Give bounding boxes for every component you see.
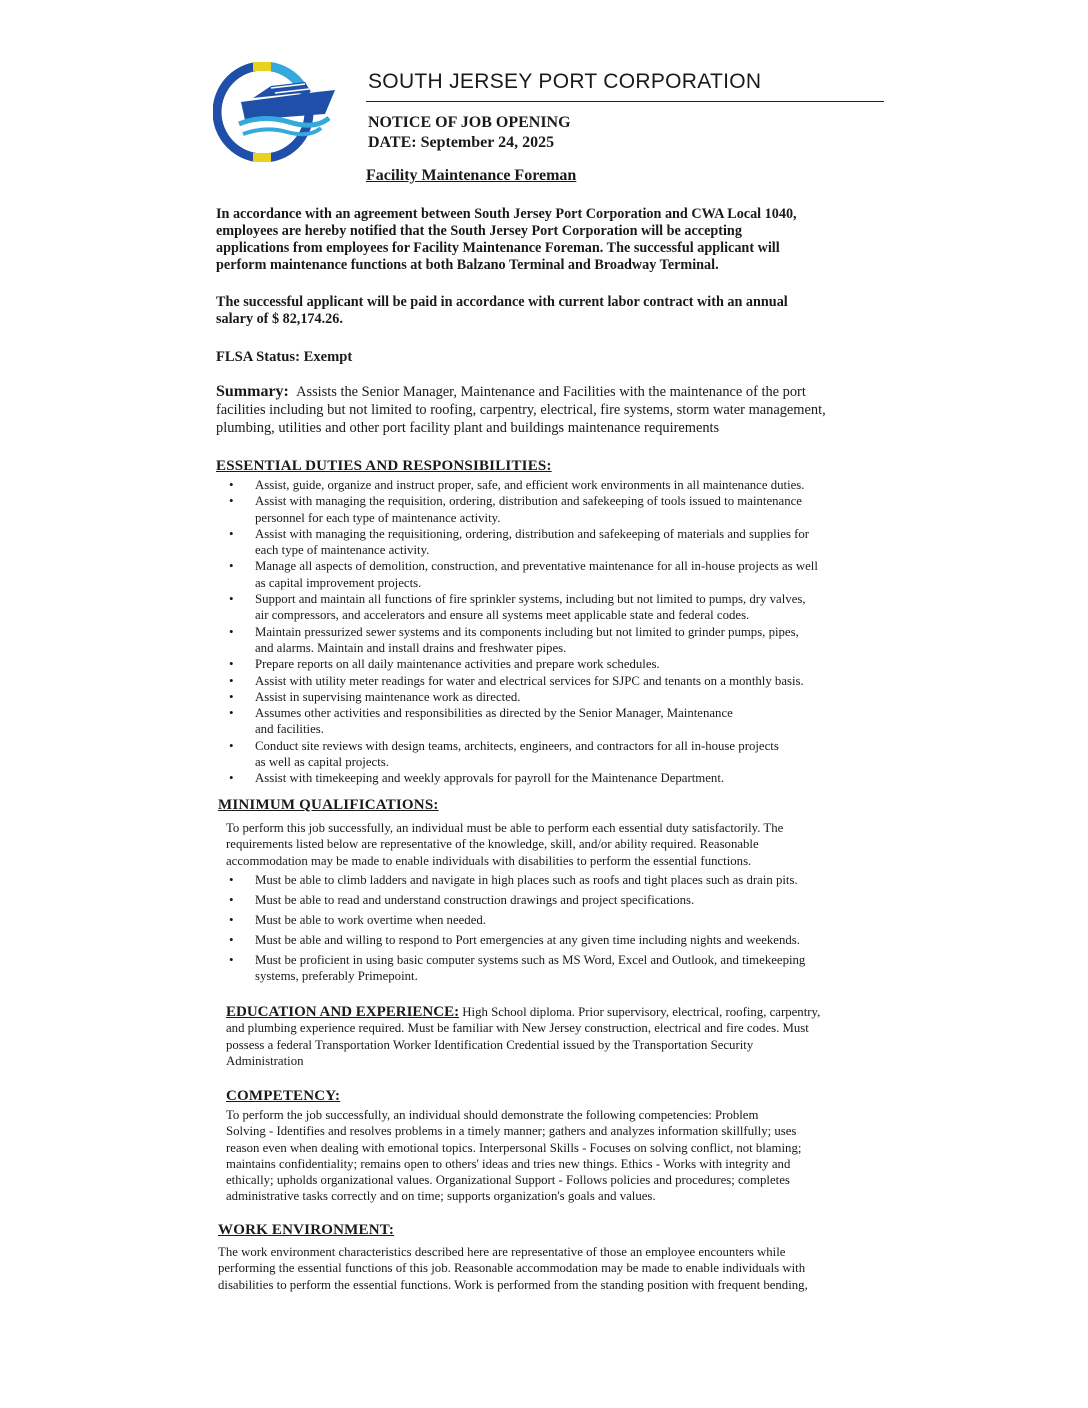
list-item: • Assist with managing the requisition, ordering, distribution and safekeeping of tools issued to maintenance personnel for each type of maintenance activity.	[226, 493, 818, 526]
education-paragraph	[226, 1004, 820, 1069]
list-item: • Conduct site reviews with design teams, architects, engineers, and contractors for all in-house projects as well as capital projects.	[226, 738, 818, 771]
paragraph-line: ethically; upholds organizational values. Organizational Support - Follows policies and procedures; completes	[226, 1173, 790, 1188]
work-environment-heading: WORK ENVIRONMENT:	[218, 1222, 395, 1238]
organization-name: SOUTH JERSEY PORT CORPORATION	[368, 70, 762, 93]
list-item: • Assist with utility meter readings for water and electrical services for SJPC and tenants on a monthly basis.	[226, 673, 818, 689]
list-item: • Assist, guide, organize and instruct proper, safe, and efficient work environments in all maintenance duties.	[226, 477, 818, 493]
summary-label: Summary:	[216, 383, 289, 400]
paragraph-line: To perform this job successfully, an individual must be able to perform each essential duty satisfactorily. The	[226, 821, 784, 835]
paragraph-line: facilities including but not limited to roofing, carpentry, electrical, fire systems, storm water management,	[216, 402, 826, 418]
paragraph-line: employees are hereby notified that the South Jersey Port Corporation will be accepting	[216, 223, 742, 239]
summary-paragraph	[216, 383, 826, 437]
competency-heading: COMPETENCY:	[226, 1088, 341, 1104]
paragraph-line: To perform the job successfully, an individual should demonstrate the following competencies: Problem	[226, 1108, 759, 1122]
paragraph-line: performing the essential functions of this job. Reasonable accommodation may be made to enable individuals with	[218, 1261, 806, 1276]
ship-logo-icon	[213, 62, 343, 162]
notice-heading: NOTICE OF JOB OPENING	[368, 114, 571, 131]
qualifications-intro	[226, 820, 783, 869]
education-heading: EDUCATION AND EXPERIENCE:	[226, 1004, 460, 1020]
qualifications-list	[226, 872, 805, 988]
paragraph-line: High School diploma. Prior supervisory, electrical, roofing, carpentry,	[462, 1005, 821, 1019]
paragraph-line: possess a federal Transportation Worker Identification Credential issued by the Transportation Security	[226, 1037, 754, 1052]
paragraph-line: disabilities to perform the essential functions. Work is performed from the standing position with frequent bending,	[218, 1277, 808, 1292]
work-environment-paragraph	[218, 1244, 808, 1293]
paragraph-line: In accordance with an agreement between South Jersey Port Corporation and CWA Local 1040,	[216, 206, 797, 222]
flsa-status: FLSA Status: Exempt	[216, 349, 353, 365]
paragraph-line: Solving - Identifies and resolves problems in a timely manner; gathers and analyzes information skillfully; uses	[226, 1124, 797, 1139]
list-item: • Assist in supervising maintenance work as directed.	[226, 689, 818, 705]
paragraph-line: applications from employees for Facility Maintenance Foreman. The successful applicant will	[216, 240, 780, 256]
list-item: • Assumes other activities and responsibilities as directed by the Senior Manager, Maintenance and facilities.	[226, 705, 818, 738]
duties-list	[226, 477, 818, 787]
paragraph-line: plumbing, utilities and other port facility plant and buildings maintenance requirements	[216, 420, 720, 436]
list-item: • Support and maintain all functions of fire sprinkler systems, including but not limited to pumps, dry valves, air compressors, and accelerators and ensure all systems meet applicable state and federal codes.	[226, 591, 818, 624]
paragraph-line: administrative tasks correctly and on time; supports organization's goals and values.	[226, 1189, 656, 1204]
notice-date: DATE: September 24, 2025	[368, 134, 555, 151]
paragraph-line: The successful applicant will be paid in accordance with current labor contract with an annual	[216, 294, 788, 310]
paragraph-line: requirements listed below are representative of the knowledge, skill, and/or ability required. Reasonable	[226, 837, 759, 852]
paragraph-line: maintains confidentiality; remains open to others' ideas and tries new things. Ethics - Works with integrity and	[226, 1156, 791, 1171]
list-item: • Assist with timekeeping and weekly approvals for payroll for the Maintenance Department.	[226, 770, 818, 786]
paragraph-line: perform maintenance functions at both Balzano Terminal and Broadway Terminal.	[216, 257, 719, 273]
job-title: Facility Maintenance Foreman	[366, 167, 577, 184]
duties-heading: ESSENTIAL DUTIES AND RESPONSIBILITIES:	[216, 458, 552, 474]
list-item: • Must be proficient in using basic computer systems such as MS Word, Excel and Outlook, and timekeeping systems, preferably Primepoint.	[226, 952, 805, 984]
paragraph-line: accommodation may be made to enable individuals with disabilities to perform the essential functions.	[226, 853, 752, 868]
competency-paragraph	[226, 1107, 801, 1205]
qualifications-heading: MINIMUM QUALIFICATIONS:	[218, 797, 439, 813]
list-item: • Must be able to climb ladders and navigate in high places such as roofs and tight places such as drain pits.	[226, 872, 805, 888]
paragraph-line: and plumbing experience required. Must be familiar with New Jersey construction, electrical and fire codes. Must	[226, 1021, 809, 1036]
paragraph-line: reason even when dealing with emotional topics. Interpersonal Skills - Focuses on solving conflict, not blaming;	[226, 1140, 802, 1155]
list-item: • Manage all aspects of demolition, construction, and preventative maintenance for all in-house projects as well as capital improvement projects.	[226, 558, 818, 591]
paragraph-line: salary of $ 82,174.26.	[216, 311, 343, 327]
salary-paragraph	[216, 294, 788, 328]
header-divider	[366, 101, 884, 102]
list-item: • Maintain pressurized sewer systems and its components including but not limited to grinder pumps, pipes, and alarms. Maintain and install drains and freshwater pipes.	[226, 624, 818, 657]
list-item: • Assist with managing the requisitioning, ordering, distribution and safekeeping of materials and supplies for each type of maintenance activity.	[226, 526, 818, 559]
paragraph-line: Assists the Senior Manager, Maintenance and Facilities with the maintenance of the port	[296, 384, 806, 400]
agreement-paragraph	[216, 206, 797, 274]
list-item: • Must be able to work overtime when needed.	[226, 912, 805, 928]
list-item: • Must be able and willing to respond to Port emergencies at any given time including nights and weekends.	[226, 932, 805, 948]
list-item: • Must be able to read and understand construction drawings and project specifications.	[226, 892, 805, 908]
paragraph-line: The work environment characteristics described here are representative of those an employee encounters while	[218, 1245, 786, 1259]
list-item: • Prepare reports on all daily maintenance activities and prepare work schedules.	[226, 656, 818, 672]
paragraph-line: Administration	[226, 1053, 304, 1068]
